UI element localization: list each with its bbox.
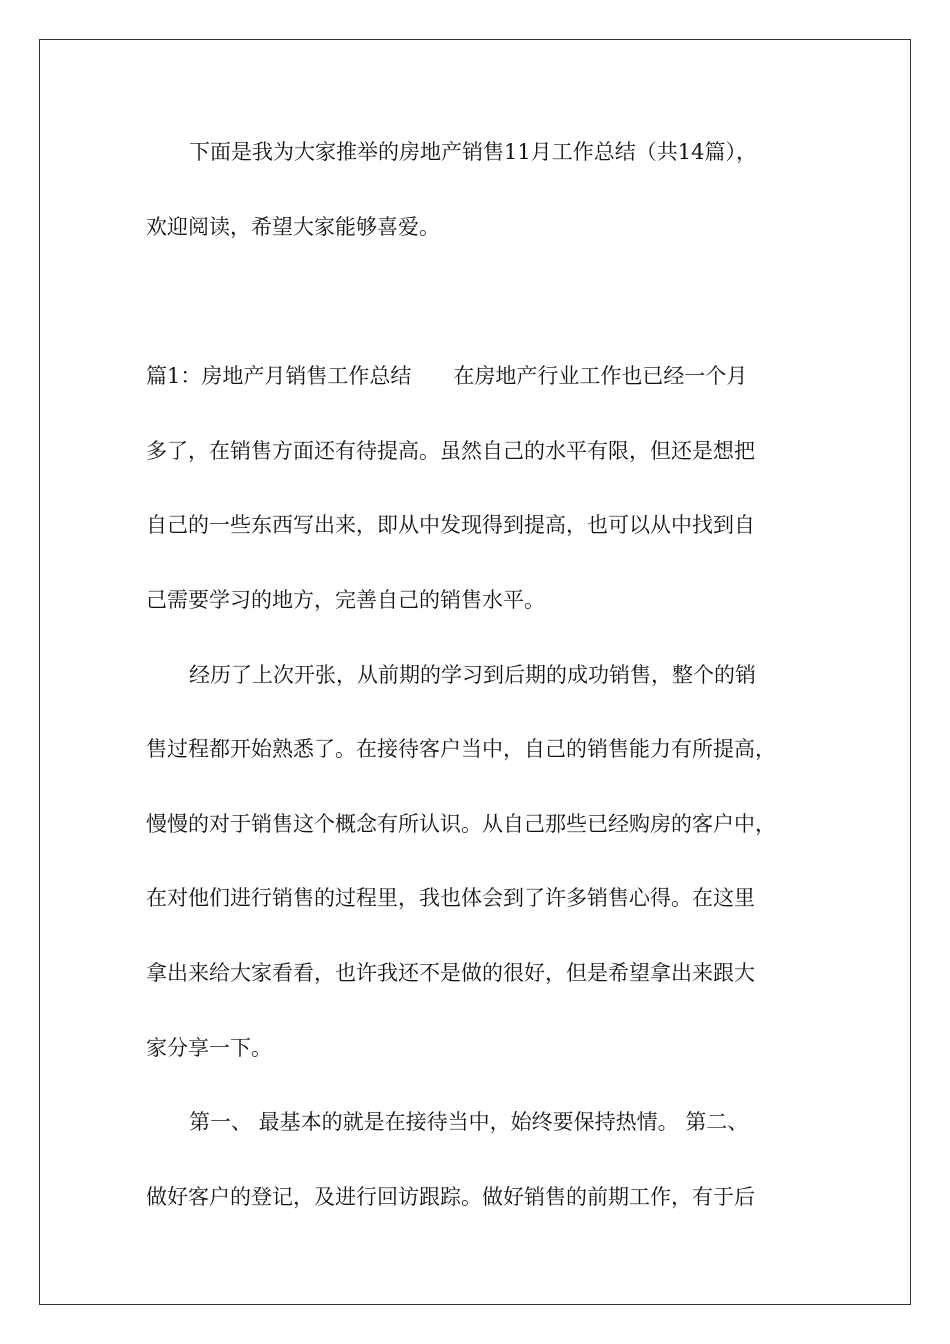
body-line: 在对他们进行销售的过程里，我也体会到了许多销售心得。在这里	[146, 886, 755, 910]
paragraph-line: 经历了上次开张，从前期的学习到后期的成功销售，整个的销	[189, 663, 756, 687]
body-line: 慢慢的对于销售这个概念有所认识。从自己那些已经购房的客户中，	[146, 812, 776, 836]
intro-line-1: 下面是我为大家推举的房地产销售11月工作总结（共14篇），	[189, 140, 757, 164]
intro-line-2: 欢迎阅读，希望大家能够喜爱。	[146, 215, 440, 239]
paragraph-line: 第一、 最基本的就是在接待当中，始终要保持热情。 第二、	[189, 1110, 749, 1134]
body-line: 做好客户的登记，及进行回访跟踪。做好销售的前期工作，有于后	[146, 1185, 755, 1209]
body-line: 家分享一下。	[146, 1036, 272, 1060]
section-heading-line: 篇1：房地产月销售工作总结 在房地产行业工作也已经一个月	[146, 364, 748, 388]
body-line: 自己的一些东西写出来，即从中发现得到提高，也可以从中找到自	[146, 513, 755, 537]
body-line: 多了，在销售方面还有待提高。虽然自己的水平有限，但还是想把	[146, 439, 755, 463]
body-line: 售过程都开始熟悉了。在接待客户当中，自己的销售能力有所提高，	[146, 737, 776, 761]
body-line: 拿出来给大家看看，也许我还不是做的很好，但是希望拿出来跟大	[146, 961, 755, 985]
body-line: 己需要学习的地方，完善自己的销售水平。	[146, 588, 545, 612]
